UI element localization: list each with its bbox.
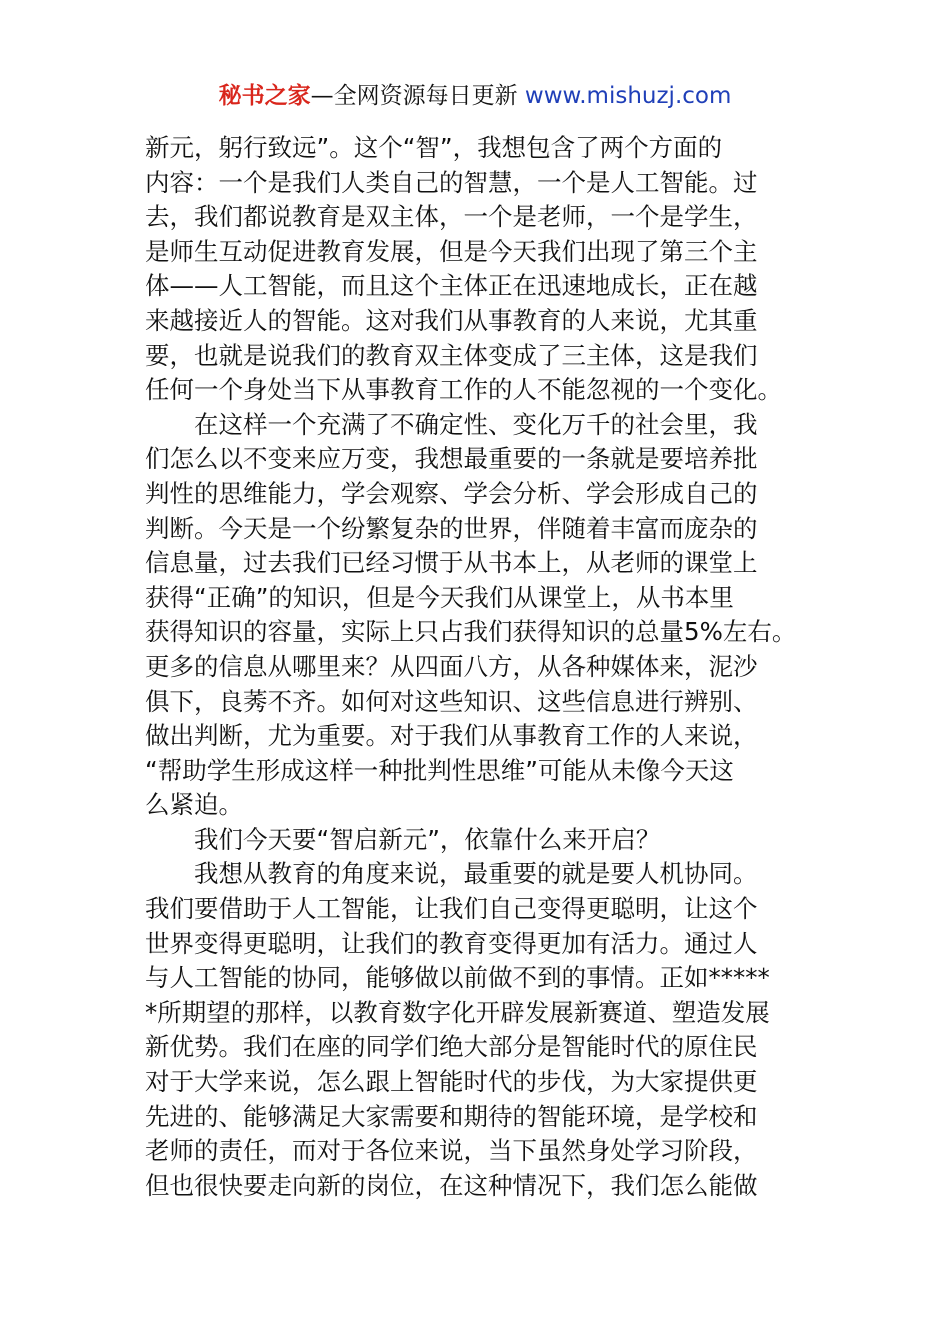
- text-line: 体——人工智能，而且这个主体正在迅速地成长，正在越: [145, 271, 758, 301]
- text-line: 任何一个身处当下从事教育工作的人不能忽视的一个变化。: [145, 375, 782, 405]
- brand-name: 秘书之家: [218, 83, 311, 109]
- text-line: 我们今天要“智启新元”，依靠什么来开启？: [194, 824, 661, 854]
- text-line: 在这样一个充满了不确定性、变化万千的社会里，我: [194, 409, 758, 439]
- text-line: 对于大学来说，怎么跟上智能时代的步伐，为大家提供更: [145, 1067, 758, 1097]
- text-line: 要，也就是说我们的教育双主体变成了三主体，这是我们: [145, 340, 758, 370]
- text-line: 先进的、能够满足大家需要和期待的智能环境，是学校和: [145, 1101, 758, 1131]
- text-line: 与人工智能的协同，能够做以前做不到的事情。正如*****: [145, 963, 770, 993]
- text-line: 判断。今天是一个纷繁复杂的世界，伴随着丰富而庞杂的: [145, 513, 758, 543]
- text-line: 判性的思维能力，学会观察、学会分析、学会形成自己的: [145, 478, 758, 508]
- text-line: 但也很快要走向新的岗位，在这种情况下，我们怎么能做: [145, 1170, 758, 1200]
- site-header: [0, 80, 950, 112]
- text-line: 们怎么以不变来应万变，我想最重要的一条就是要培养批: [145, 444, 758, 474]
- text-line: 世界变得更聪明，让我们的教育变得更加有活力。通过人: [145, 928, 758, 958]
- text-line: 新优势。我们在座的同学们绝大部分是智能时代的原住民: [145, 1032, 758, 1062]
- header-tagline: —全网资源每日更新: [310, 83, 518, 109]
- text-line: 获得知识的容量，实际上只占我们获得知识的总量5%左右。: [145, 617, 797, 647]
- text-line: 获得“正确”的知识，但是今天我们从课堂上，从书本里: [145, 582, 734, 612]
- text-line: 来越接近人的智能。这对我们从事教育的人来说，尤其重: [145, 305, 758, 335]
- text-line: 老师的责任，而对于各位来说，当下虽然身处学习阶段，: [145, 1136, 758, 1166]
- text-line: 俱下，良莠不齐。如何对这些知识、这些信息进行辨别、: [145, 686, 758, 716]
- text-line: 我想从教育的角度来说，最重要的就是要人机协同。: [194, 859, 758, 889]
- text-line: 内容：一个是我们人类自己的智慧，一个是人工智能。过: [145, 167, 758, 197]
- text-line: 去，我们都说教育是双主体，一个是老师，一个是学生，: [145, 202, 758, 232]
- text-line: 么紧迫。: [145, 790, 243, 820]
- article-body: [145, 131, 805, 1203]
- text-line: 信息量，过去我们已经习惯于从书本上，从老师的课堂上: [145, 548, 758, 578]
- text-line: 我们要借助于人工智能，让我们自己变得更聪明，让这个: [145, 894, 758, 924]
- text-line: 做出判断，尤为重要。对于我们从事教育工作的人来说，: [145, 721, 758, 751]
- text-line: 是师生互动促进教育发展，但是今天我们出现了第三个主: [145, 236, 758, 266]
- text-line: “帮助学生形成这样一种批判性思维”可能从未像今天这: [145, 755, 734, 785]
- text-line: 新元，躬行致远”。这个“智”，我想包含了两个方面的: [145, 133, 723, 162]
- text-line: *所期望的那样，以教育数字化开辟发展新赛道、塑造发展: [145, 997, 770, 1027]
- text-line: 更多的信息从哪里来？从四面八方，从各种媒体来，泥沙: [145, 651, 758, 681]
- site-url-link[interactable]: www.mishuzj.com: [524, 83, 732, 109]
